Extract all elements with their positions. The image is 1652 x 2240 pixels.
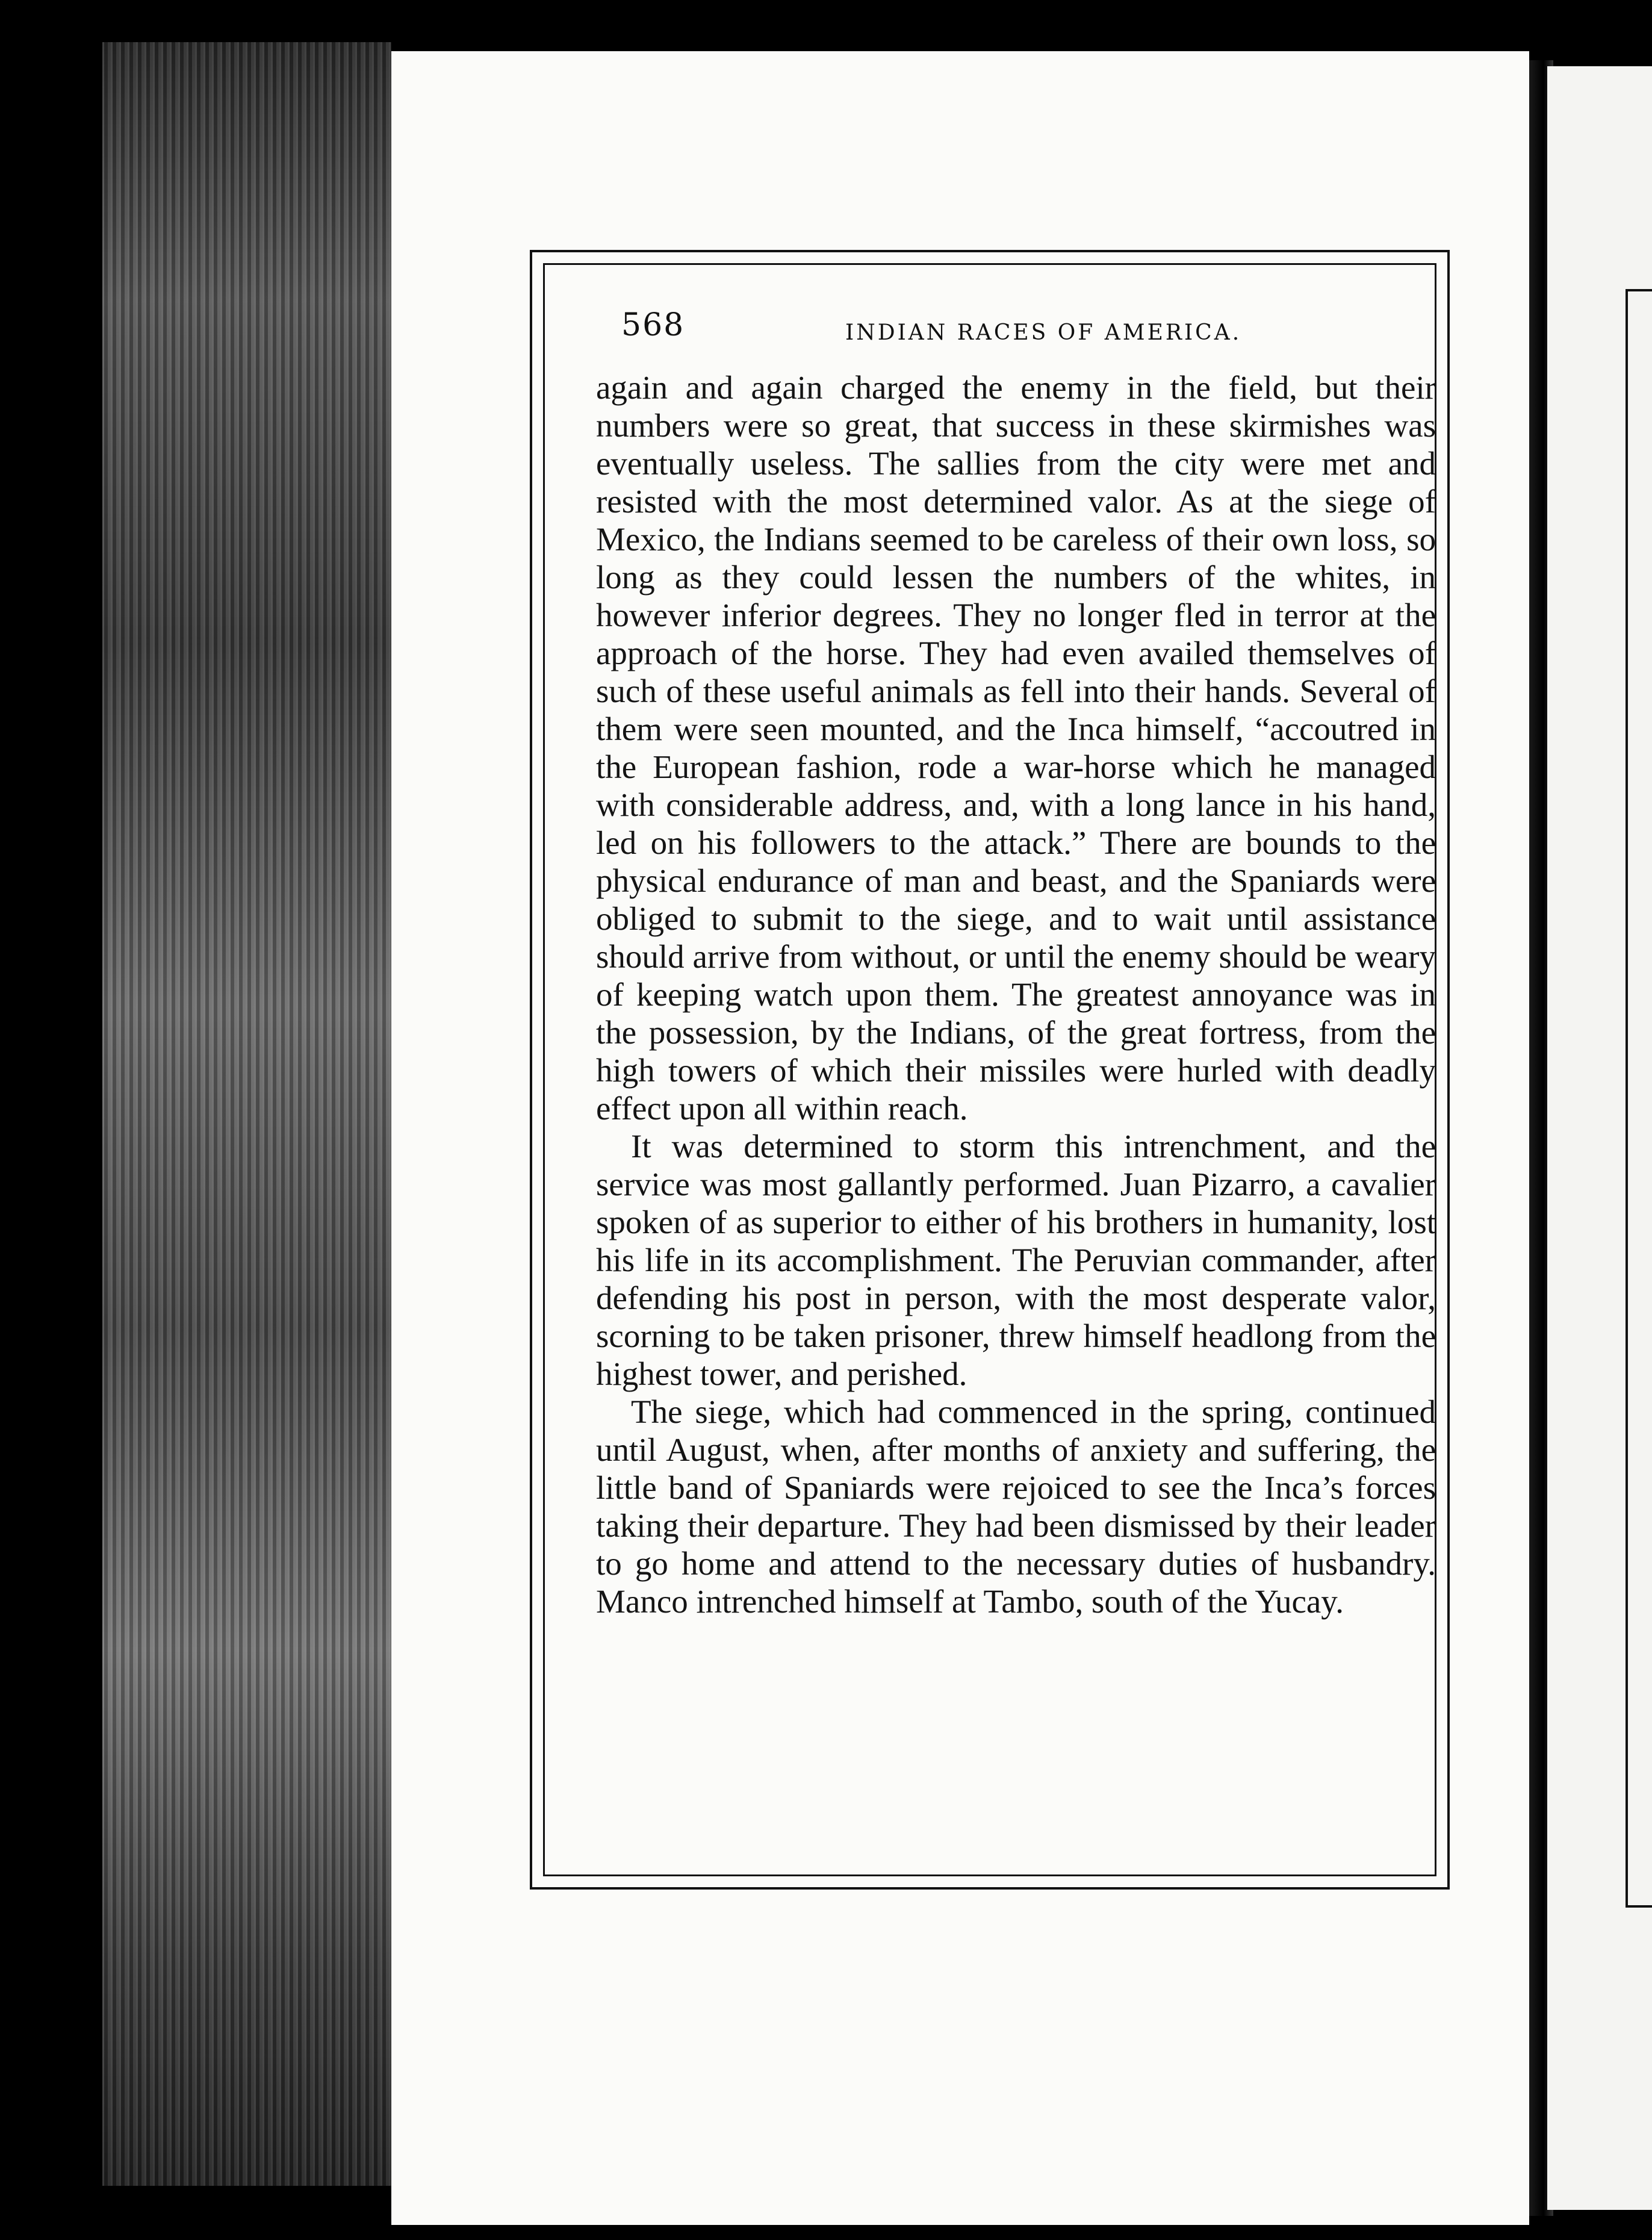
running-head: INDIAN RACES OF AMERICA.: [845, 320, 1242, 345]
paragraph: It was determined to storm this intrenchment, and the service was most gallantly performed. Juan Pizarro, a cavalier spoken of as superior to either of his brothers in humanity, lost his life in its accomplishment. The Peruvian commander, after defending his post in person, with the most desperate valor, scorning to be taken prisoner, threw himself headlong from the highest tower, and perished.: [596, 1128, 1436, 1392]
body-text: [596, 369, 1436, 1620]
paragraph: again and again charged the enemy in the field, but their numbers were so great, that success in these skirmishes was eventually useless. The sallies from the city were met and resisted with the most determined valor. As at the siege of Mexico, the Indians seemed to be careless of their own loss, so long as they could lessen the numbers of the whites, in however inferior degrees. They no longer fled in terror at the approach of the horse. They had even availed themselves of such of these useful animals as fell into their hands. Several of them were seen mounted, and the Inca himself, “accoutred in the European fashion, rode a war-horse which he managed with considerable address, and, with a long lance in his hand, led on his followers to the attack.” There are bounds to the physical endurance of man and beast, and the Spaniards were obliged to submit to the siege, and to wait until assistance should arrive from without, or until the enemy should be weary of keeping watch upon them. The greatest annoyance was in the possession, by the Indians, of the great fortress, from the high towers of which their missiles were hurled with deadly effect upon all within reach.: [596, 369, 1436, 1127]
page-header: [621, 307, 1452, 349]
page-number: 568: [621, 307, 685, 343]
paragraph: The siege, which had commenced in the spring, continued until August, when, after months of anxiety and suffering, the little band of Spaniards were rejoiced to see the Inca’s forces taking their departure. They had been dismissed by their leader to go home and attend to the necessary duties of husbandry. Manco intrenched himself at Tambo, south of the Yucay.: [596, 1393, 1436, 1620]
next-page-frame: [1626, 289, 1652, 1908]
book-page-edges: [102, 42, 391, 2186]
